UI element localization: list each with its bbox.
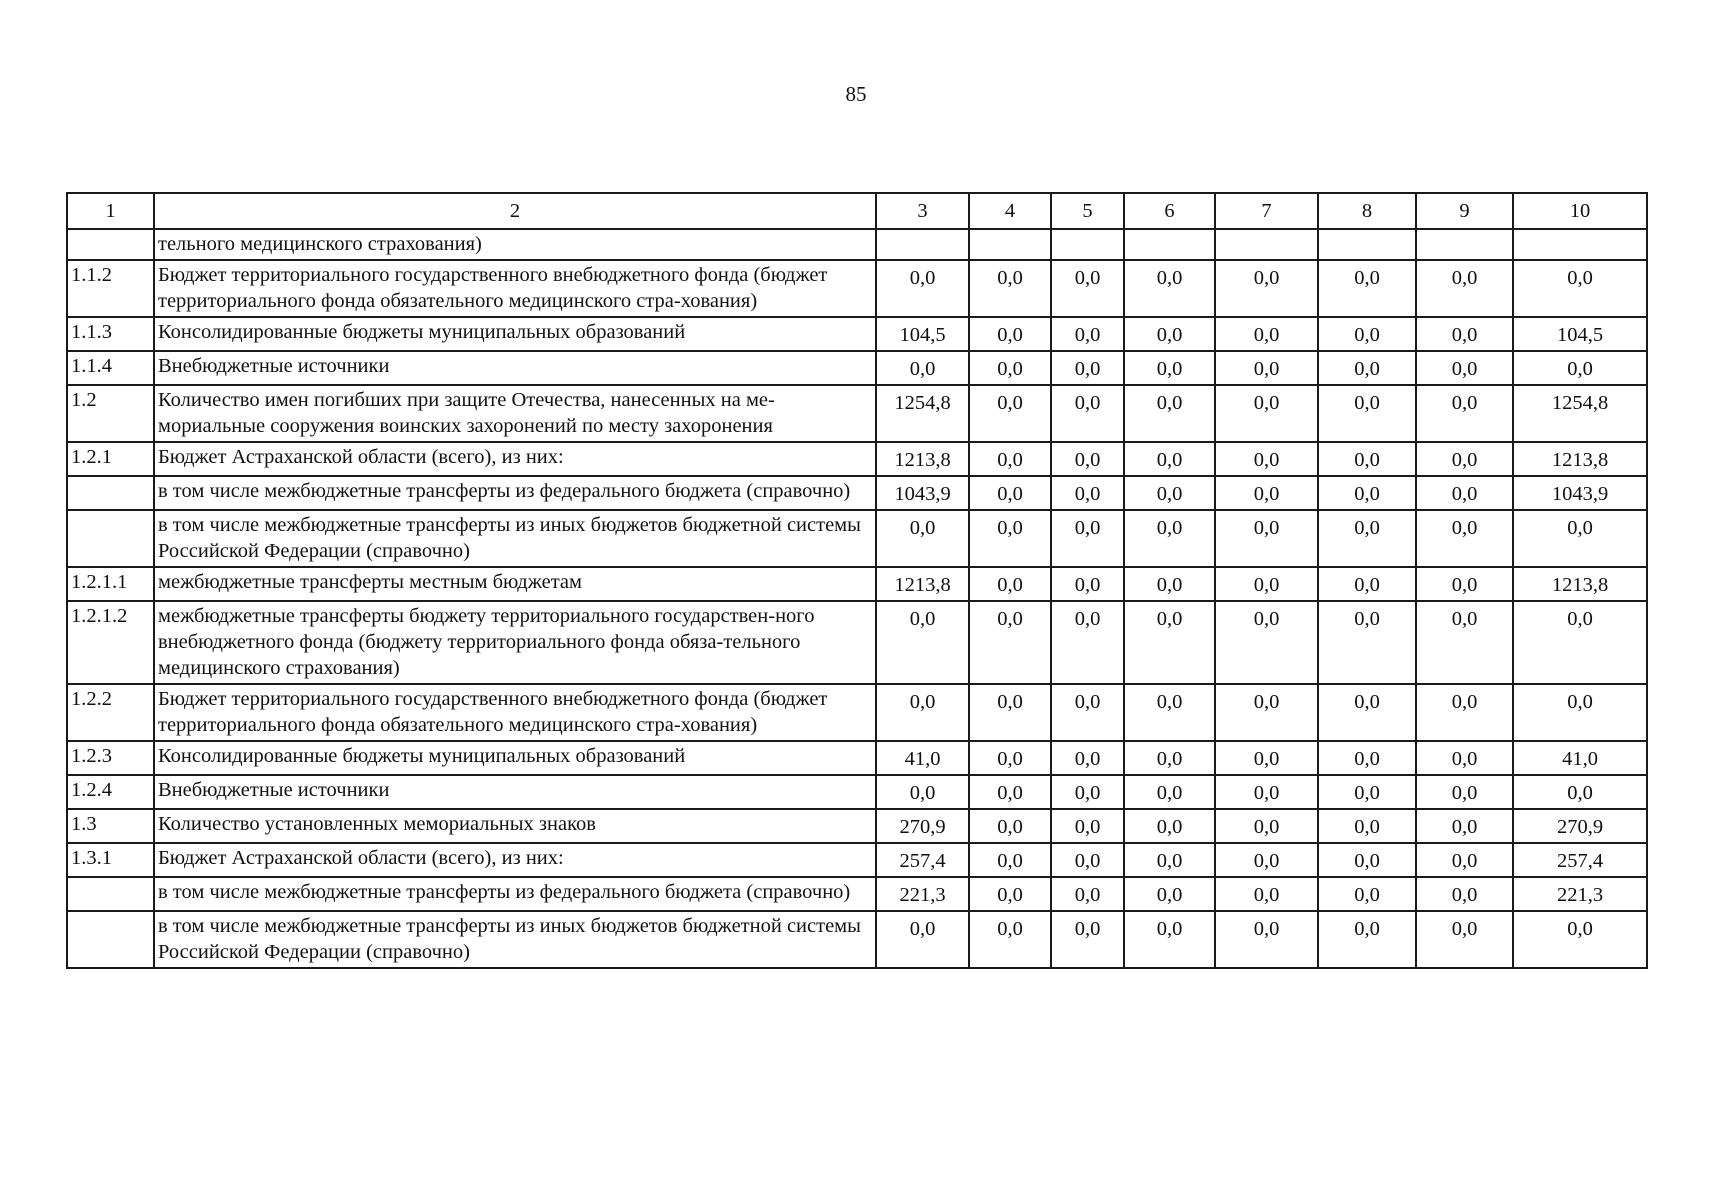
value-cell: 0,0 (1051, 775, 1124, 809)
value-cell: 0,0 (1416, 442, 1513, 476)
row-code-cell: 1.2.1.2 (67, 601, 154, 684)
table-row (67, 476, 1647, 510)
row-code-cell: 1.1.2 (67, 260, 154, 317)
row-label-cell: Консолидированные бюджеты муниципальных образований (154, 317, 876, 351)
value-cell: 0,0 (1318, 317, 1416, 351)
value-cell: 0,0 (1051, 684, 1124, 741)
value-cell: 0,0 (1416, 911, 1513, 968)
value-cell: 0,0 (1215, 809, 1318, 843)
value-cell: 0,0 (969, 317, 1051, 351)
value-cell: 0,0 (1124, 877, 1215, 911)
header-cell: 5 (1051, 193, 1124, 229)
header-cell: 4 (969, 193, 1051, 229)
value-cell: 0,0 (876, 775, 969, 809)
value-cell: 104,5 (1513, 317, 1647, 351)
value-cell: 0,0 (876, 510, 969, 567)
value-cell: 0,0 (1051, 601, 1124, 684)
row-code-cell (67, 229, 154, 260)
value-cell: 0,0 (1318, 843, 1416, 877)
value-cell: 221,3 (1513, 877, 1647, 911)
value-cell: 0,0 (969, 843, 1051, 877)
table-body (67, 193, 1647, 968)
value-cell: 0,0 (1416, 567, 1513, 601)
value-cell: 41,0 (876, 741, 969, 775)
value-cell: 0,0 (1416, 775, 1513, 809)
value-cell: 0,0 (969, 741, 1051, 775)
row-label-cell: Бюджет Астраханской области (всего), из них: (154, 843, 876, 877)
row-code-cell (67, 911, 154, 968)
value-cell: 0,0 (1051, 260, 1124, 317)
value-cell: 0,0 (1215, 601, 1318, 684)
value-cell: 0,0 (1051, 741, 1124, 775)
row-label-cell: в том числе межбюджетные трансферты из иных бюджетов бюджетной системы Российской Федерации (справочно) (154, 911, 876, 968)
value-cell: 0,0 (1051, 351, 1124, 385)
row-label-cell: межбюджетные трансферты бюджету территориального государствен-ного внебюджетного фонда (бюджету территориального фонда обяза-тельного медицинского страхования) (154, 601, 876, 684)
row-code-cell: 1.2.2 (67, 684, 154, 741)
value-cell: 0,0 (969, 351, 1051, 385)
table-row (67, 601, 1647, 684)
value-cell: 0,0 (1416, 877, 1513, 911)
row-code-cell: 1.2 (67, 385, 154, 442)
value-cell: 257,4 (1513, 843, 1647, 877)
value-cell: 0,0 (969, 809, 1051, 843)
value-cell: 1254,8 (876, 385, 969, 442)
value-cell: 0,0 (1215, 684, 1318, 741)
value-cell: 0,0 (1318, 877, 1416, 911)
value-cell: 0,0 (1513, 260, 1647, 317)
row-code-cell (67, 877, 154, 911)
row-label-cell: в том числе межбюджетные трансферты из федерального бюджета (справочно) (154, 476, 876, 510)
value-cell: 0,0 (1416, 476, 1513, 510)
header-cell: 6 (1124, 193, 1215, 229)
value-cell: 0,0 (1416, 684, 1513, 741)
value-cell: 0,0 (1124, 442, 1215, 476)
value-cell: 0,0 (1416, 317, 1513, 351)
value-cell: 0,0 (1124, 601, 1215, 684)
value-cell: 0,0 (1513, 911, 1647, 968)
table-row (67, 229, 1647, 260)
value-cell: 1213,8 (876, 567, 969, 601)
table-row (67, 442, 1647, 476)
value-cell: 1213,8 (876, 442, 969, 476)
value-cell: 0,0 (1124, 567, 1215, 601)
table-row (67, 351, 1647, 385)
row-code-cell: 1.2.1.1 (67, 567, 154, 601)
value-cell: 0,0 (1513, 684, 1647, 741)
value-cell: 0,0 (1124, 809, 1215, 843)
value-cell: 0,0 (1215, 775, 1318, 809)
value-cell: 0,0 (876, 911, 969, 968)
value-cell: 0,0 (1215, 442, 1318, 476)
value-cell: 0,0 (1215, 260, 1318, 317)
value-cell: 270,9 (1513, 809, 1647, 843)
value-cell: 0,0 (1318, 351, 1416, 385)
header-cell: 1 (67, 193, 154, 229)
value-cell: 0,0 (1513, 775, 1647, 809)
budget-table (66, 192, 1648, 969)
value-cell: 0,0 (1215, 911, 1318, 968)
value-cell: 0,0 (1124, 351, 1215, 385)
row-code-cell (67, 476, 154, 510)
value-cell (1513, 229, 1647, 260)
value-cell: 0,0 (1513, 351, 1647, 385)
value-cell: 0,0 (1318, 684, 1416, 741)
value-cell: 0,0 (1124, 775, 1215, 809)
value-cell: 0,0 (1124, 684, 1215, 741)
value-cell: 0,0 (1051, 442, 1124, 476)
row-label-cell: в том числе межбюджетные трансферты из иных бюджетов бюджетной системы Российской Федерации (справочно) (154, 510, 876, 567)
value-cell: 1213,8 (1513, 567, 1647, 601)
value-cell: 0,0 (1215, 317, 1318, 351)
value-cell (1124, 229, 1215, 260)
row-label-cell: Количество имен погибших при защите Отечества, нанесенных на ме-мориальные сооружения воинских захоронений по месту захоронения (154, 385, 876, 442)
row-label-cell: Внебюджетные источники (154, 775, 876, 809)
row-label-cell: Консолидированные бюджеты муниципальных образований (154, 741, 876, 775)
value-cell: 0,0 (1318, 911, 1416, 968)
table-row (67, 510, 1647, 567)
row-code-cell: 1.2.1 (67, 442, 154, 476)
header-cell: 3 (876, 193, 969, 229)
value-cell: 0,0 (1124, 510, 1215, 567)
value-cell: 0,0 (969, 911, 1051, 968)
value-cell: 0,0 (969, 567, 1051, 601)
value-cell (876, 229, 969, 260)
value-cell: 221,3 (876, 877, 969, 911)
header-cell: 8 (1318, 193, 1416, 229)
value-cell: 104,5 (876, 317, 969, 351)
table-row (67, 877, 1647, 911)
value-cell: 0,0 (1318, 442, 1416, 476)
value-cell: 0,0 (1215, 877, 1318, 911)
row-label-cell: межбюджетные трансферты местным бюджетам (154, 567, 876, 601)
value-cell: 0,0 (1215, 385, 1318, 442)
value-cell: 0,0 (1513, 601, 1647, 684)
value-cell: 0,0 (1051, 567, 1124, 601)
table-row (67, 809, 1647, 843)
header-cell: 9 (1416, 193, 1513, 229)
value-cell: 257,4 (876, 843, 969, 877)
value-cell: 0,0 (1124, 385, 1215, 442)
value-cell: 0,0 (1318, 809, 1416, 843)
value-cell: 0,0 (1051, 843, 1124, 877)
table-row (67, 684, 1647, 741)
value-cell: 0,0 (969, 260, 1051, 317)
value-cell: 0,0 (1318, 260, 1416, 317)
value-cell: 0,0 (876, 601, 969, 684)
value-cell: 1043,9 (1513, 476, 1647, 510)
table-row (67, 741, 1647, 775)
value-cell: 0,0 (1416, 351, 1513, 385)
header-cell: 7 (1215, 193, 1318, 229)
value-cell: 1213,8 (1513, 442, 1647, 476)
table-header-row (67, 193, 1647, 229)
row-code-cell: 1.2.3 (67, 741, 154, 775)
row-label-cell: Бюджет территориального государственного внебюджетного фонда (бюджет территориального фонда обязательного медицинского стра-хования) (154, 684, 876, 741)
table-row (67, 317, 1647, 351)
row-label-cell: Внебюджетные источники (154, 351, 876, 385)
table-row (67, 775, 1647, 809)
value-cell: 0,0 (1416, 741, 1513, 775)
row-code-cell: 1.1.3 (67, 317, 154, 351)
value-cell (969, 229, 1051, 260)
value-cell: 0,0 (1124, 260, 1215, 317)
value-cell: 0,0 (1215, 741, 1318, 775)
value-cell: 0,0 (1513, 510, 1647, 567)
table-row (67, 843, 1647, 877)
header-cell: 2 (154, 193, 876, 229)
value-cell: 0,0 (1215, 567, 1318, 601)
value-cell: 0,0 (1051, 809, 1124, 843)
value-cell: 1254,8 (1513, 385, 1647, 442)
header-cell: 10 (1513, 193, 1647, 229)
row-label-cell: Бюджет территориального государственного внебюджетного фонда (бюджет территориального фонда обязательного медицинского стра-хования) (154, 260, 876, 317)
value-cell: 0,0 (1416, 809, 1513, 843)
value-cell: 0,0 (1416, 260, 1513, 317)
value-cell: 0,0 (1124, 843, 1215, 877)
value-cell: 0,0 (969, 442, 1051, 476)
value-cell: 0,0 (876, 351, 969, 385)
value-cell: 0,0 (876, 260, 969, 317)
value-cell (1051, 229, 1124, 260)
row-code-cell: 1.2.4 (67, 775, 154, 809)
value-cell: 0,0 (969, 476, 1051, 510)
row-label-cell: Бюджет Астраханской области (всего), из них: (154, 442, 876, 476)
value-cell: 0,0 (969, 510, 1051, 567)
value-cell: 0,0 (1124, 911, 1215, 968)
value-cell (1215, 229, 1318, 260)
value-cell: 0,0 (876, 684, 969, 741)
value-cell: 0,0 (1416, 843, 1513, 877)
row-label-cell: Количество установленных мемориальных знаков (154, 809, 876, 843)
value-cell: 0,0 (1416, 601, 1513, 684)
value-cell: 0,0 (1318, 510, 1416, 567)
value-cell: 0,0 (1215, 476, 1318, 510)
row-code-cell: 1.3.1 (67, 843, 154, 877)
value-cell: 270,9 (876, 809, 969, 843)
value-cell (1318, 229, 1416, 260)
row-label-cell: тельного медицинского страхования) (154, 229, 876, 260)
value-cell: 0,0 (969, 385, 1051, 442)
value-cell (1416, 229, 1513, 260)
value-cell: 0,0 (969, 684, 1051, 741)
value-cell: 0,0 (969, 601, 1051, 684)
value-cell: 0,0 (1124, 317, 1215, 351)
value-cell: 0,0 (1051, 385, 1124, 442)
table-row (67, 911, 1647, 968)
value-cell: 0,0 (1051, 317, 1124, 351)
value-cell: 0,0 (1215, 510, 1318, 567)
table-row (67, 260, 1647, 317)
table-row (67, 567, 1647, 601)
row-code-cell (67, 510, 154, 567)
value-cell: 0,0 (1051, 510, 1124, 567)
value-cell: 0,0 (1318, 741, 1416, 775)
page-number: 85 (845, 82, 867, 106)
value-cell: 0,0 (1318, 567, 1416, 601)
value-cell: 1043,9 (876, 476, 969, 510)
value-cell: 41,0 (1513, 741, 1647, 775)
table-row (67, 385, 1647, 442)
value-cell: 0,0 (1215, 351, 1318, 385)
value-cell: 0,0 (1416, 385, 1513, 442)
value-cell: 0,0 (1318, 775, 1416, 809)
value-cell: 0,0 (969, 877, 1051, 911)
value-cell: 0,0 (1051, 877, 1124, 911)
row-code-cell: 1.1.4 (67, 351, 154, 385)
value-cell: 0,0 (1416, 510, 1513, 567)
value-cell: 0,0 (1051, 476, 1124, 510)
value-cell: 0,0 (1318, 476, 1416, 510)
value-cell: 0,0 (1124, 741, 1215, 775)
value-cell: 0,0 (1124, 476, 1215, 510)
value-cell: 0,0 (969, 775, 1051, 809)
value-cell: 0,0 (1215, 843, 1318, 877)
row-code-cell: 1.3 (67, 809, 154, 843)
value-cell: 0,0 (1318, 601, 1416, 684)
row-label-cell: в том числе межбюджетные трансферты из федерального бюджета (справочно) (154, 877, 876, 911)
value-cell: 0,0 (1318, 385, 1416, 442)
value-cell: 0,0 (1051, 911, 1124, 968)
